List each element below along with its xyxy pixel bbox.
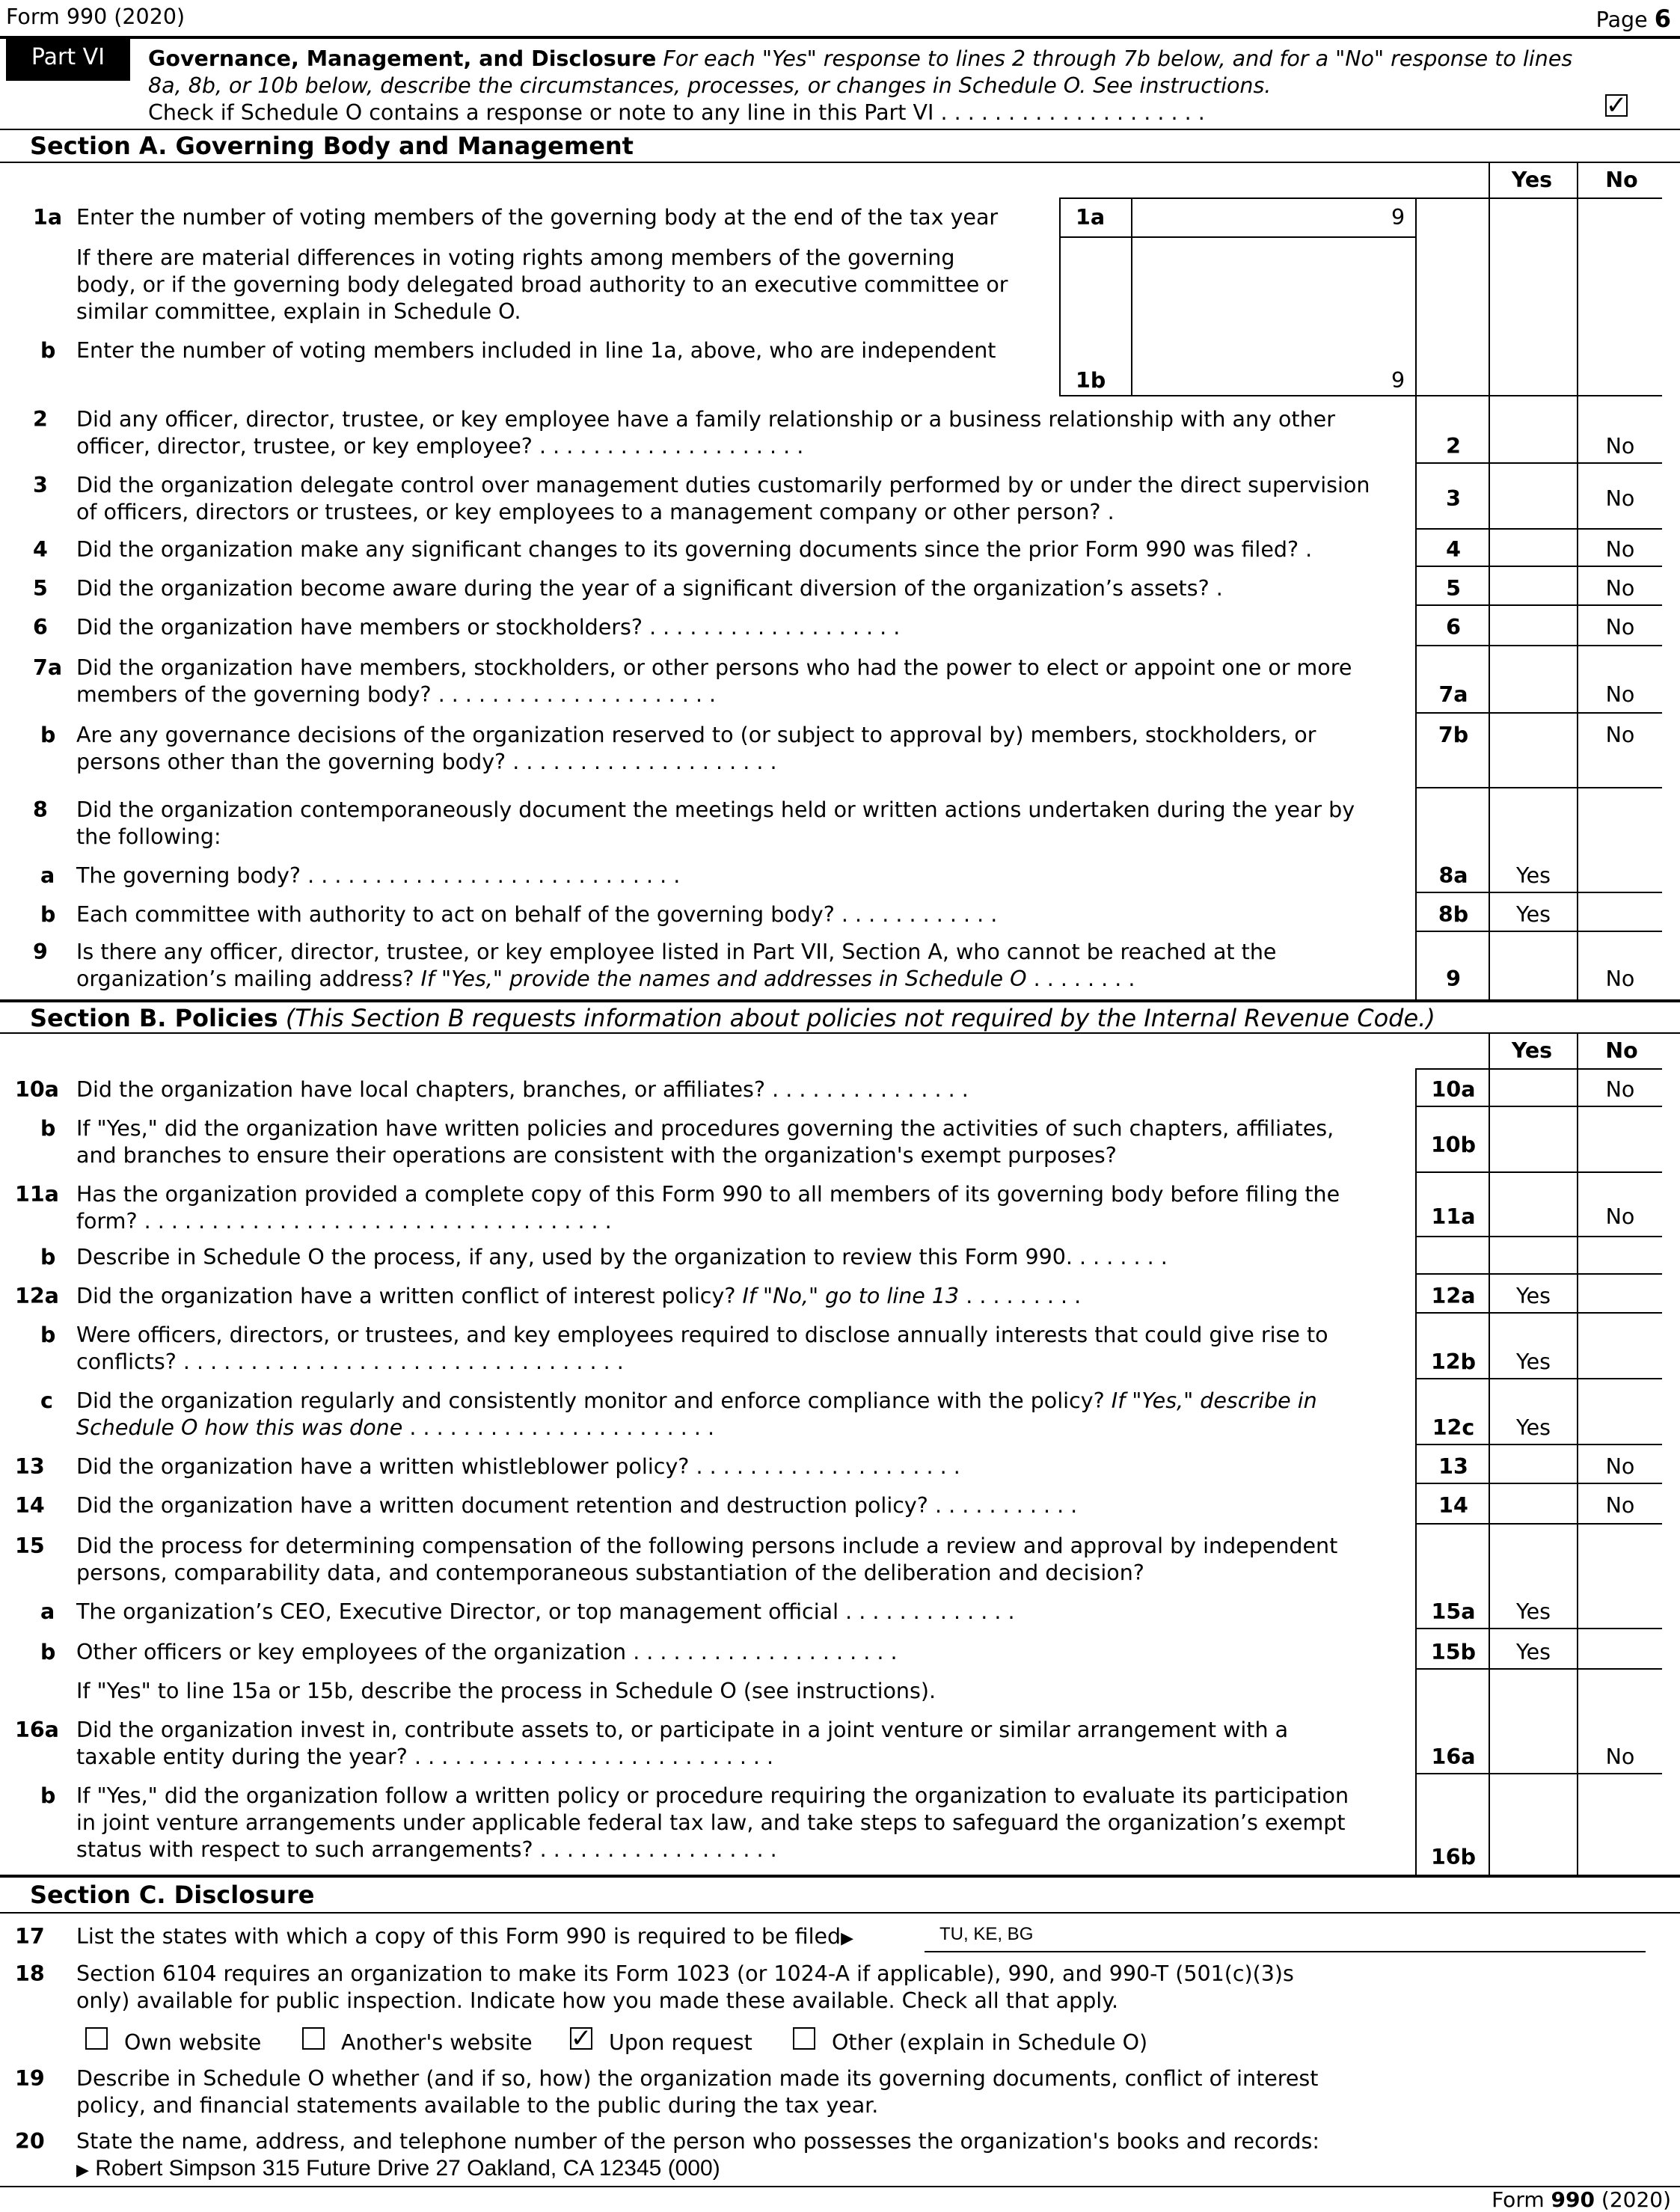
answer-no[interactable]: No <box>1605 1493 1635 1518</box>
line-number: 17 <box>15 1924 45 1949</box>
line-1a-note: body, or if the governing body delegated broad authority to an executive committee or <box>76 272 1008 297</box>
answer-no[interactable]: No <box>1605 537 1635 562</box>
line-15a-text: The organization’s CEO, Executive Director, or top management official . . . . . . . . . . . . . <box>76 1599 1015 1624</box>
line-number: 10a <box>15 1077 59 1102</box>
answer-no[interactable]: No <box>1605 576 1635 601</box>
another-website-label: Another's website <box>341 2030 533 2055</box>
another-website-checkbox[interactable] <box>302 2027 325 2050</box>
answer-no[interactable]: No <box>1605 1744 1635 1769</box>
part-tag: Part VI <box>6 39 130 81</box>
line-10a-text: Did the organization have local chapters, branches, or affiliates? . . . . . . . . . . . . . . . <box>76 1077 969 1102</box>
answer-no[interactable]: No <box>1605 1454 1635 1479</box>
page-number: Page 6 <box>1595 4 1671 33</box>
line-7a-text: Did the organization have members, stockholders, or other persons who had the power to elect or appoint one or more <box>76 655 1352 680</box>
other-checkbox[interactable] <box>793 2027 815 2050</box>
footer-form-label: Form 990 (2020) <box>1492 2187 1671 2212</box>
answer-yes[interactable]: Yes <box>1515 1349 1551 1374</box>
line-17-text: List the states with which a copy of this Form 990 is required to be filed▶ <box>76 1924 854 1949</box>
line-box-label: 6 <box>1446 615 1461 640</box>
line-number: 13 <box>15 1454 45 1479</box>
line-12c-text-2: Schedule O how this was done . . . . . . . . . . . . . . . . . . . . . . . <box>76 1415 714 1440</box>
no-header-a: No <box>1605 168 1638 192</box>
line-12c-text: Did the organization regularly and consistently monitor and enforce compliance with the policy? If "Yes," describe in <box>76 1388 1317 1413</box>
line-18-text: Section 6104 requires an organization to make its Form 1023 (or 1024-A if applicable), 990, and 990-T (501(c)(3)s <box>76 1961 1294 1986</box>
line-7b-text: Are any governance decisions of the organization reserved to (or subject to approval by) members, stockholders, or <box>76 723 1316 747</box>
line-12b-text-2: conflicts? . . . . . . . . . . . . . . . . . . . . . . . . . . . . . . . . . <box>76 1349 624 1374</box>
form-label: Form 990 (2020) <box>6 4 186 29</box>
line-1b-text: Enter the number of voting members included in line 1a, above, who are independent <box>76 338 996 363</box>
answer-no[interactable]: No <box>1605 434 1635 459</box>
line-number: b <box>40 1116 56 1141</box>
answer-no[interactable]: No <box>1605 682 1635 707</box>
part-title: Governance, Management, and Disclosure For each "Yes" response to lines 2 through 7b below, and for a "No" response to lines <box>148 46 1573 71</box>
line-number: a <box>40 863 55 888</box>
line-number: 9 <box>33 940 48 964</box>
line-number: 5 <box>33 576 48 601</box>
line-15-text: Did the process for determining compensation of the following persons include a review and approval by independent <box>76 1534 1338 1558</box>
other-label: Other (explain in Schedule O) <box>832 2030 1148 2055</box>
line-number: 16a <box>15 1718 59 1742</box>
line-box-label: 13 <box>1438 1454 1468 1479</box>
answer-no[interactable]: No <box>1605 723 1635 747</box>
line-box-label: 16a <box>1431 1744 1476 1769</box>
books-custodian-field[interactable]: ▶ Robert Simpson 315 Future Drive 27 Oakland, CA 12345 (000) <box>76 2156 720 2181</box>
answer-yes[interactable]: Yes <box>1515 1284 1551 1308</box>
answer-no[interactable]: No <box>1605 1204 1635 1229</box>
line-16b-text-2: in joint venture arrangements under applicable federal tax law, and take steps to safeguard the organization’s exempt <box>76 1810 1346 1835</box>
line-number: 6 <box>33 615 48 640</box>
line-15-note: If "Yes" to line 15a or 15b, describe the process in Schedule O (see instructions). <box>76 1679 936 1703</box>
line-1b-box-label: 1b <box>1076 368 1106 393</box>
line-number: 15 <box>15 1534 45 1558</box>
line-16a-text-2: taxable entity during the year? . . . . . . . . . . . . . . . . . . . . . . . . . . . <box>76 1744 774 1769</box>
line-1a-number: 1a <box>33 205 63 230</box>
answer-yes[interactable]: Yes <box>1515 863 1551 888</box>
line-3-text: Did the organization delegate control over management duties customarily performed by or under the direct supervision <box>76 473 1370 497</box>
line-number: 7a <box>33 655 63 680</box>
answer-no[interactable]: No <box>1605 615 1635 640</box>
line-11b-text: Describe in Schedule O the process, if any, used by the organization to review this Form 990. . . . . . . . <box>76 1245 1168 1269</box>
states-filed-field[interactable]: TU, KE, BG <box>939 1924 1034 1944</box>
line-number: 19 <box>15 2066 45 2091</box>
line-number: b <box>40 723 56 747</box>
upon-request-label: Upon request <box>609 2030 752 2055</box>
line-19-text: Describe in Schedule O whether (and if so, how) the organization made its governing documents, conflict of interest <box>76 2066 1319 2091</box>
line-16a-text: Did the organization invest in, contribute assets to, or participate in a joint venture or similar arrangement with a <box>76 1718 1289 1742</box>
line-number: b <box>40 902 56 927</box>
line-1a-note: If there are material differences in voting rights among members of the governing <box>76 245 955 270</box>
line-7b-text-2: persons other than the governing body? . . . . . . . . . . . . . . . . . . . . <box>76 750 777 774</box>
answer-yes[interactable]: Yes <box>1515 902 1551 927</box>
line-box-label: 5 <box>1446 576 1461 601</box>
line-20-text: State the name, address, and telephone number of the person who possesses the organization's books and records: <box>76 2129 1319 2154</box>
line-1a-note: similar committee, explain in Schedule O. <box>76 299 521 324</box>
line-box-label: 11a <box>1431 1204 1476 1229</box>
line-1b-number: b <box>40 338 56 363</box>
yes-header-b: Yes <box>1511 1038 1553 1063</box>
line-1a-value[interactable]: 9 <box>1391 205 1405 230</box>
answer-yes[interactable]: Yes <box>1515 1640 1551 1664</box>
line-box-label: 8a <box>1438 863 1468 888</box>
answer-yes[interactable]: Yes <box>1515 1599 1551 1624</box>
own-website-label: Own website <box>124 2030 262 2055</box>
line-8-text: Did the organization contemporaneously document the meetings held or written actions undertaken during the year by <box>76 797 1355 822</box>
line-15-text-2: persons, comparability data, and contemporaneous substantiation of the deliberation and decision? <box>76 1560 1144 1585</box>
section-a-heading: Section A. Governing Body and Management <box>30 132 634 160</box>
line-1b-value[interactable]: 9 <box>1391 368 1405 393</box>
line-5-text: Did the organization become aware during the year of a significant diversion of the organization’s assets? . <box>76 576 1223 601</box>
line-8a-text: The governing body? . . . . . . . . . . . . . . . . . . . . . . . . . . . . <box>76 863 681 888</box>
line-number: b <box>40 1640 56 1664</box>
line-number: 11a <box>15 1182 59 1207</box>
line-11a-text: Has the organization provided a complete copy of this Form 990 to all members of its governing body before filing the <box>76 1182 1340 1207</box>
line-number: 18 <box>15 1961 45 1986</box>
line-8-text-2: the following: <box>76 824 221 849</box>
line-number: 8 <box>33 797 48 822</box>
answer-yes[interactable]: Yes <box>1515 1415 1551 1440</box>
line-8b-text: Each committee with authority to act on behalf of the governing body? . . . . . . . . . . . . <box>76 902 998 927</box>
line-box-label: 7b <box>1438 723 1469 747</box>
section-b-heading: Section B. Policies (This Section B requests information about policies not required by the Internal Revenue Code.) <box>30 1004 1435 1032</box>
line-number: 3 <box>33 473 48 497</box>
line-box-label: 10b <box>1430 1133 1477 1157</box>
line-box-label: 4 <box>1446 537 1461 562</box>
section-c-heading: Section C. Disclosure <box>30 1881 315 1909</box>
line-box-label: 15a <box>1431 1599 1476 1624</box>
answer-no[interactable]: No <box>1605 486 1635 511</box>
line-19-text-2: policy, and financial statements available to the public during the tax year. <box>76 2093 879 2118</box>
line-16b-text: If "Yes," did the organization follow a written policy or procedure requiring the organization to evaluate its participation <box>76 1783 1349 1808</box>
line-9-text-2: organization’s mailing address? If "Yes," provide the names and addresses in Schedule O . . . . . . . . <box>76 966 1135 991</box>
line-number: c <box>40 1388 53 1413</box>
schedule-o-checkbox[interactable]: ✓ <box>1605 91 1628 120</box>
line-18-text-2: only) available for public inspection. Indicate how you made these available. Check all that apply. <box>76 1988 1119 2013</box>
line-1a-text: Enter the number of voting members of the governing body at the end of the tax year <box>76 205 999 230</box>
line-10b-text-2: and branches to ensure their operations are consistent with the organization's exempt purposes? <box>76 1143 1117 1168</box>
line-16b-text-3: status with respect to such arrangements? . . . . . . . . . . . . . . . . . . <box>76 1837 777 1862</box>
line-box-label: 16b <box>1430 1845 1477 1869</box>
line-box-label: 2 <box>1446 434 1461 459</box>
line-6-text: Did the organization have members or stockholders? . . . . . . . . . . . . . . . . . . . <box>76 615 901 640</box>
line-box-label: 3 <box>1446 486 1461 511</box>
line-box-label: 12a <box>1431 1284 1476 1308</box>
line-box-label: 15b <box>1430 1640 1477 1664</box>
yes-header-a: Yes <box>1511 168 1553 192</box>
line-number: 2 <box>33 407 48 432</box>
line-number: 12a <box>15 1284 59 1308</box>
line-box-label: 10a <box>1431 1077 1476 1102</box>
line-number: b <box>40 1323 56 1347</box>
own-website-checkbox[interactable] <box>85 2027 108 2050</box>
answer-no[interactable]: No <box>1605 966 1635 991</box>
line-number: 20 <box>15 2129 45 2154</box>
line-box-label: 7a <box>1438 682 1468 707</box>
no-header-b: No <box>1605 1038 1638 1063</box>
line-box-label: 8b <box>1438 902 1469 927</box>
line-box-label: 9 <box>1446 966 1461 991</box>
line-box-label: 14 <box>1438 1493 1468 1518</box>
line-box-label: 12b <box>1430 1349 1477 1374</box>
schedule-o-check-line: Check if Schedule O contains a response or note to any line in this Part VI . . . . . . . . . . . . . . . . . . . . <box>148 100 1205 125</box>
line-number: 14 <box>15 1493 45 1518</box>
line-4-text: Did the organization make any significant changes to its governing documents since the prior Form 990 was filed? . <box>76 537 1313 562</box>
line-3-text-2: of officers, directors or trustees, or key employees to a management company or other person? . <box>76 500 1115 524</box>
line-14-text: Did the organization have a written document retention and destruction policy? . . . . . . . . . . . <box>76 1493 1078 1518</box>
line-10b-text: If "Yes," did the organization have written policies and procedures governing the activities of such chapters, affiliates, <box>76 1116 1334 1141</box>
line-2-text-2: officer, director, trustee, or key employee? . . . . . . . . . . . . . . . . . . . . <box>76 434 804 459</box>
line-box-label: 12c <box>1432 1415 1475 1440</box>
line-number: 4 <box>33 537 48 562</box>
line-15b-text: Other officers or key employees of the organization . . . . . . . . . . . . . . . . . . . . <box>76 1640 898 1664</box>
answer-no[interactable]: No <box>1605 1077 1635 1102</box>
line-number: b <box>40 1245 56 1269</box>
line-13-text: Did the organization have a written whistleblower policy? . . . . . . . . . . . . . . . . . . . . <box>76 1454 960 1479</box>
line-number: b <box>40 1783 56 1808</box>
line-1a-box-label: 1a <box>1076 205 1106 230</box>
line-7a-text-2: members of the governing body? . . . . . . . . . . . . . . . . . . . . . <box>76 682 717 707</box>
line-11a-text-2: form? . . . . . . . . . . . . . . . . . . . . . . . . . . . . . . . . . . . <box>76 1209 612 1234</box>
line-12a-text: Did the organization have a written conflict of interest policy? If "No," go to line 13 . . . . . . . . . <box>76 1284 1082 1308</box>
line-12b-text: Were officers, directors, or trustees, and key employees required to disclose annually interests that could give rise to <box>76 1323 1328 1347</box>
upon-request-checkbox[interactable]: ✓ <box>570 2023 592 2053</box>
part-intro: 8a, 8b, or 10b below, describe the circumstances, processes, or changes in Schedule O. See instructions. <box>148 73 1272 98</box>
line-2-text: Did any officer, director, trustee, or key employee have a family relationship or a business relationship with any other <box>76 407 1335 432</box>
line-9-text: Is there any officer, director, trustee, or key employee listed in Part VII, Section A, who cannot be reached at the <box>76 940 1277 964</box>
line-number: a <box>40 1599 55 1624</box>
